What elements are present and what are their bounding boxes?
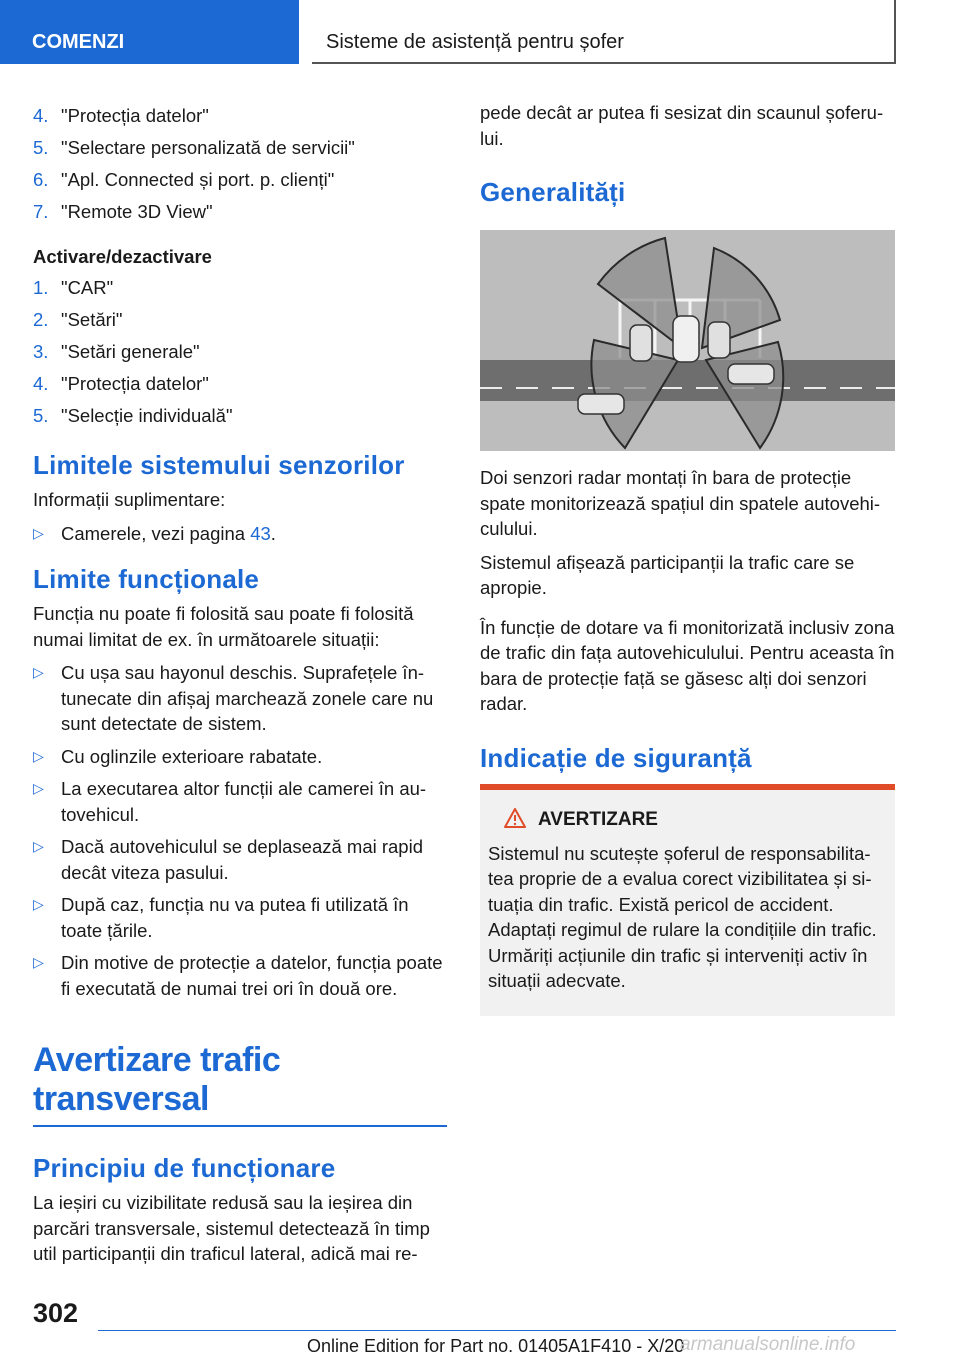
step-number: 4. — [33, 373, 49, 394]
main-heading: Avertizare trafic transversal — [33, 1041, 281, 1118]
list-item: 2. "Setări" — [33, 304, 445, 336]
functional-limits-list — [33, 660, 445, 1001]
list-item: ▷ La executarea altor funcții ale camerei în au-tovehicul. — [33, 778, 427, 825]
right-column — [480, 100, 895, 1016]
list-item: 4. "Protecția datelor" — [33, 368, 445, 400]
list-item: ▷ Dacă autovehiculul se deplasează mai rapid decât viteza pasului. — [33, 836, 423, 883]
general-paragraph-1: Doi senzori radar montați în bara de protecție spate monitorizează spațiul din spatele autovehi-culului. — [480, 467, 881, 539]
list-item: 5. "Selectare personalizată de servicii" — [33, 132, 445, 164]
list-item: ▷ Cu oglinzile exterioare rabatate. — [33, 744, 445, 770]
general-paragraph-3: În funcție de dotare va fi monitorizată inclusiv zona de trafic din fața autovehiculului. Pentru aceasta în bara de protecție față se găsesc alți doi senzori radar. — [480, 616, 895, 714]
list-item: 4. "Protecția datelor" — [33, 100, 445, 132]
list-item: 6. "Apl. Connected și port. p. clienți" — [33, 164, 445, 196]
limits-list — [33, 521, 445, 547]
triangle-bullet-icon: ▷ — [33, 954, 44, 970]
footer-divider — [98, 1330, 896, 1331]
general-heading: Generalități — [480, 177, 626, 207]
left-column — [33, 100, 445, 1267]
warning-triangle-icon — [504, 808, 526, 828]
page-number: 302 — [33, 1298, 79, 1328]
step-number: 5. — [33, 137, 49, 158]
list-item: ▷ După caz, funcția nu va putea fi utilizată în toate țările. — [33, 894, 409, 941]
cross-traffic-illustration — [480, 230, 895, 451]
step-number: 5. — [33, 405, 49, 426]
section-title: Sisteme de asistență pentru șofer — [312, 0, 896, 64]
principle-heading: Principiu de funcționare — [33, 1153, 336, 1183]
step-number: 2. — [33, 309, 49, 330]
page-link[interactable]: 43 — [250, 522, 271, 544]
triangle-bullet-icon: ▷ — [33, 838, 44, 854]
warning-text: Sistemul nu scutește șoferul de responsabilita-tea proprie de a evalua corect vizibilitatea și si-tuația din trafic. Există pericol de accident. Adaptați regimul de rulare la condițiile din trafic. Urmăriți acțiunile din trafic și interveniți activ în situații adecvate. — [488, 842, 877, 991]
warning-box — [480, 790, 895, 1016]
watermark: armanualsonline.info — [680, 1334, 856, 1355]
functional-limits-heading: Limite funcționale — [33, 564, 260, 594]
step-number: 1. — [33, 277, 49, 298]
list-item: ▷ Cu ușa sau hayonul deschis. Suprafețele în-tunecate din afișaj marchează zonele care nu sunt detectate de sistem. — [33, 662, 434, 734]
triangle-bullet-icon: ▷ — [33, 896, 44, 912]
triangle-bullet-icon: ▷ — [33, 524, 44, 541]
limits-heading: Limitele sistemului senzorilor — [33, 450, 405, 480]
step-number: 6. — [33, 169, 49, 190]
step-number: 4. — [33, 105, 49, 126]
steps-list-2 — [33, 272, 445, 432]
edition-note: Online Edition for Part no. 01405A1F410 - X/20 — [307, 1336, 685, 1356]
chapter-tab: COMENZI — [0, 0, 299, 64]
functional-limits-intro: Funcția nu poate fi folosită sau poate fi folosită numai limitat de ex. în următoarele situații: — [33, 603, 414, 650]
heading-underline — [33, 1125, 447, 1127]
list-item: 7. "Remote 3D View" — [33, 196, 445, 228]
triangle-bullet-icon: ▷ — [33, 747, 44, 764]
triangle-bullet-icon: ▷ — [33, 664, 44, 680]
activation-heading: Activare/dezactivare — [33, 246, 212, 267]
continued-text: pede decât ar putea fi sesizat din scaunul șoferu-lui. — [480, 102, 884, 149]
list-item: 3. "Setări generale" — [33, 336, 445, 368]
steps-list-1 — [33, 100, 445, 228]
step-number: 7. — [33, 201, 49, 222]
step-number: 3. — [33, 341, 49, 362]
safety-heading: Indicație de siguranță — [480, 742, 752, 773]
general-paragraph-2: Sistemul afișează participanții la trafic care se apropie. — [480, 551, 855, 598]
list-item: 5. "Selecție individuală" — [33, 400, 445, 432]
warning-title: AVERTIZARE — [488, 808, 887, 831]
limits-intro: Informații suplimentare: — [33, 489, 226, 510]
principle-text: La ieșiri cu vizibilitate redusă sau la ieșirea din parcări transversale, sistemul detectează în timp util participanții din traficul lateral, adică mai re- — [33, 1192, 430, 1264]
list-item: ▷ Din motive de protecție a datelor, funcția poate fi executată de numai trei ori în două ore. — [33, 952, 443, 999]
list-item: 1. "CAR" — [33, 272, 445, 304]
triangle-bullet-icon: ▷ — [33, 780, 44, 796]
list-item: ▷ Camerele, vezi pagina 43. — [33, 521, 445, 547]
